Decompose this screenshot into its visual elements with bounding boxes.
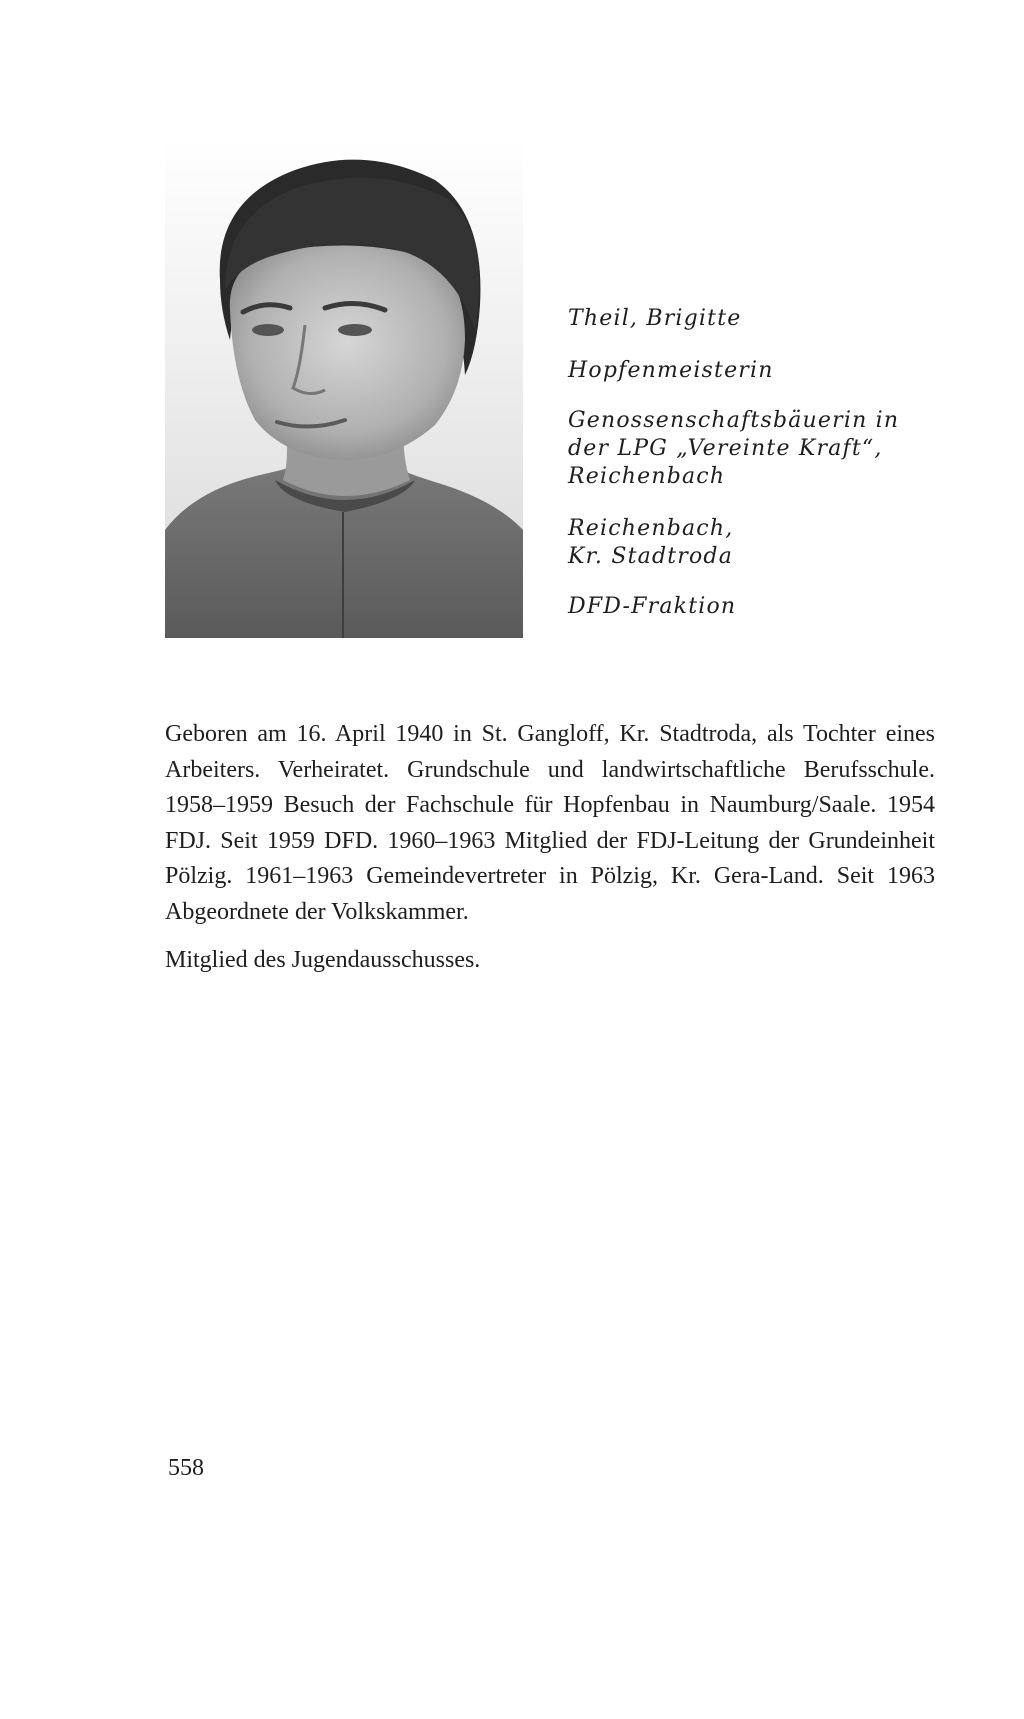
employment-line: Reichenbach xyxy=(568,464,726,489)
entry-info xyxy=(568,305,968,621)
page-number: 558 xyxy=(168,1455,204,1481)
membership-text: Mitglied des Jugendausschusses. xyxy=(165,946,481,973)
employment-line: Genossenschaftsbäuerin in xyxy=(568,408,900,433)
address-line: Kr. Stadtroda xyxy=(568,544,734,569)
portrait-photo xyxy=(165,140,523,638)
biography-text: Geboren am 16. April 1940 in St. Gangloff, Kr. Stadtroda, als Tochter eines Arbeiters. Verheiratet. Grundschule und landwirtschaftliche Berufsschule. 1958–1959 Besuch der Fachschule für Hopfenbau in Naumburg/Saale. 1954 FDJ. Seit 1959 DFD. 1960–1963 Mitglied der FDJ-Leitung der Grundeinheit Pölzig. 1961–1963 Gemeindevertreter in Pölzig, Kr. Gera-Land. Seit 1963 Abgeordnete der Volkskammer. xyxy=(165,721,935,925)
occupation: Hopfenmeisterin xyxy=(568,358,774,383)
address xyxy=(568,515,968,571)
person-name: Theil, Brigitte xyxy=(568,306,742,331)
employment xyxy=(568,407,968,491)
faction: DFD-Fraktion xyxy=(568,594,737,619)
biography-section xyxy=(165,717,935,978)
employment-line: der LPG „Vereinte Kraft“, xyxy=(568,436,883,461)
address-line: Reichenbach, xyxy=(568,516,734,541)
